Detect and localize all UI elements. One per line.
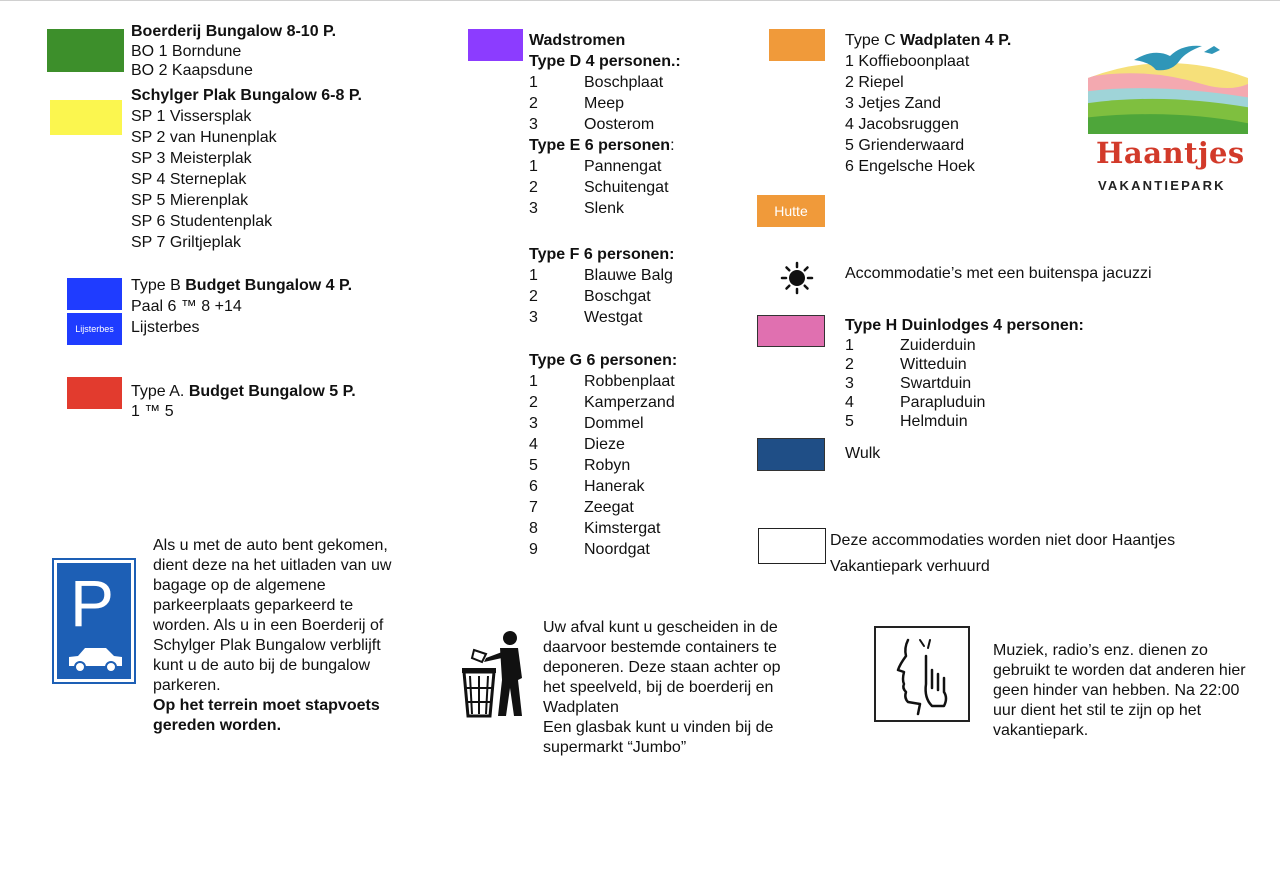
not-rented-label: Deze accommodaties worden niet door Haantjes Vakantiepark verhuurd xyxy=(830,532,1176,575)
type-h-row: 2 Witteduin xyxy=(845,356,967,373)
lijsterbes-badge: Lijsterbes xyxy=(67,313,122,345)
parking-text: Als u met de auto bent gekomen, dient deze na het uitladen van uw bagage op de algemene parkeerplaats geparkeerd te worden. Als u in een Boerderij of Schylger Plak Bungalow verblijft kunt u de auto bij de bungalow parkeren. Op het terrein moet stapvoets gereden worden. xyxy=(153,537,392,734)
quiet-please-icon xyxy=(874,626,970,722)
type-g-row: 8 Kimstergat xyxy=(529,520,661,537)
schylger-item: SP 3 Meisterplak xyxy=(131,150,252,167)
type-h-row: 3 Swartduin xyxy=(845,375,972,392)
schylger-title: Schylger Plak Bungalow 6-8 P. xyxy=(131,87,362,104)
type-e-row: 3 Slenk xyxy=(529,200,625,217)
lijsterbes-label: Lijsterbes xyxy=(131,319,200,336)
type-h-legend xyxy=(845,315,1145,431)
type-d-row: 2 Meep xyxy=(529,95,625,112)
type-d-row: 1 Boschplaat xyxy=(529,74,664,91)
wulk-swatch xyxy=(757,438,825,471)
schylger-item: SP 4 Sterneplak xyxy=(131,171,247,188)
type-c-item: 4 Jacobsruggen xyxy=(845,116,959,133)
type-c-item: 5 Grienderwaard xyxy=(845,137,965,154)
type-f-row: 2 Boschgat xyxy=(529,288,651,305)
sun-icon xyxy=(780,261,814,295)
logo-landscape-icon xyxy=(1082,38,1252,138)
schylger-swatch xyxy=(50,100,122,135)
litter-bin-icon xyxy=(460,628,532,720)
parking-sign-letter: P xyxy=(69,566,115,640)
type-b-line: Paal 6 ™ 8 +14 xyxy=(131,298,242,315)
hutte-badge: Hutte xyxy=(757,195,825,227)
type-e-title: Type E 6 personen: xyxy=(529,137,675,154)
type-h-swatch xyxy=(757,315,825,347)
logo-name: Haantjes xyxy=(1096,136,1245,170)
type-c-legend xyxy=(845,30,1011,177)
type-h-title: Type H Duinlodges 4 personen: xyxy=(845,317,1084,334)
haantjes-logo xyxy=(1082,38,1252,198)
type-c-item: 1 Koffieboonplaat xyxy=(845,53,970,70)
schylger-item: SP 7 Griltjeplak xyxy=(131,234,241,251)
type-a-title: Budget Bungalow 5 P. xyxy=(188,383,356,400)
schylger-item: SP 1 Vissersplak xyxy=(131,108,252,125)
type-g-row: 6 Hanerak xyxy=(529,478,645,495)
schylger-item: SP 6 Studentenplak xyxy=(131,213,273,230)
boerderij-title: Boerderij Bungalow 8-10 P. xyxy=(131,23,337,40)
music-text: Muziek, radio’s enz. dienen zo gebruikt te worden dat anderen hier geen hinder van hebben. Na 22:00 uur dient het stil te zijn op het vakantiepark. xyxy=(993,642,1246,739)
type-c-item: 2 Riepel xyxy=(845,74,904,91)
type-f-row: 1 Blauwe Balg xyxy=(529,267,673,284)
schylger-item: SP 2 van Hunenplak xyxy=(131,129,277,146)
wadstromen-legend xyxy=(529,30,759,219)
wadstromen-title: Wadstromen xyxy=(529,32,626,49)
type-f-row: 3 Westgat xyxy=(529,309,643,326)
schylger-item: SP 5 Mierenplak xyxy=(131,192,249,209)
type-b-legend xyxy=(131,275,352,338)
parking-sign-icon xyxy=(52,558,136,684)
type-g-row: 7 Zeegat xyxy=(529,499,634,516)
boerderij-item: BO 1 Borndune xyxy=(131,43,242,60)
schylger-legend xyxy=(131,85,362,253)
type-b-prefix: Type B xyxy=(131,277,186,294)
type-e-row: 1 Pannengat xyxy=(529,158,662,175)
type-d-row: 3 Oosterom xyxy=(529,116,655,133)
type-a-legend xyxy=(131,381,356,421)
wadstromen-swatch xyxy=(468,29,523,61)
type-c-prefix: Type C xyxy=(845,32,901,49)
type-g-row: 3 Dommel xyxy=(529,415,644,432)
type-h-row: 5 Helmduin xyxy=(845,413,968,430)
type-g-row: 5 Robyn xyxy=(529,457,631,474)
type-b-swatch xyxy=(67,278,122,310)
type-g-title: Type G 6 personen: xyxy=(529,352,678,369)
type-c-item: 6 Engelsche Hoek xyxy=(845,158,975,175)
type-c-swatch xyxy=(769,29,825,61)
type-a-swatch xyxy=(67,377,122,409)
type-a-prefix: Type A. xyxy=(131,383,189,400)
type-g-row: 4 Dieze xyxy=(529,436,625,453)
type-g-row: 9 Noordgat xyxy=(529,541,650,558)
boerderij-legend xyxy=(131,21,336,80)
spa-label: Accommodatie’s met een buitenspa jacuzzi xyxy=(845,265,1152,282)
type-c-item: 3 Jetjes Zand xyxy=(845,95,942,112)
type-a-line: 1 ™ 5 xyxy=(131,403,174,420)
wulk-label: Wulk xyxy=(845,445,881,462)
type-c-title: Wadplaten 4 P. xyxy=(900,32,1012,49)
logo-sub: VAKANTIEPARK xyxy=(1098,178,1226,193)
type-g-row: 2 Kamperzand xyxy=(529,394,675,411)
not-rented-swatch xyxy=(758,528,826,564)
type-f-legend xyxy=(529,244,759,328)
type-g-row: 1 Robbenplaat xyxy=(529,373,675,390)
type-h-row: 4 Parapluduin xyxy=(845,394,986,411)
type-g-legend xyxy=(529,350,759,560)
type-f-title: Type F 6 personen: xyxy=(529,246,675,263)
top-border xyxy=(0,0,1280,1)
waste-text: Uw afval kunt u gescheiden in de daarvoor bestemde containers te deponeren. Deze staan achter op het speelveld, bij de boerderij en Wadplaten Een glasbak kunt u vinden bij de supermarkt “Jumbo” xyxy=(543,619,781,756)
type-d-title: Type D 4 personen.: xyxy=(529,53,681,70)
type-b-title: Budget Bungalow 4 P. xyxy=(185,277,353,294)
type-e-row: 2 Schuitengat xyxy=(529,179,669,196)
type-h-row: 1 Zuiderduin xyxy=(845,337,976,354)
boerderij-swatch xyxy=(47,29,124,72)
boerderij-item: BO 2 Kaapsdune xyxy=(131,62,253,79)
